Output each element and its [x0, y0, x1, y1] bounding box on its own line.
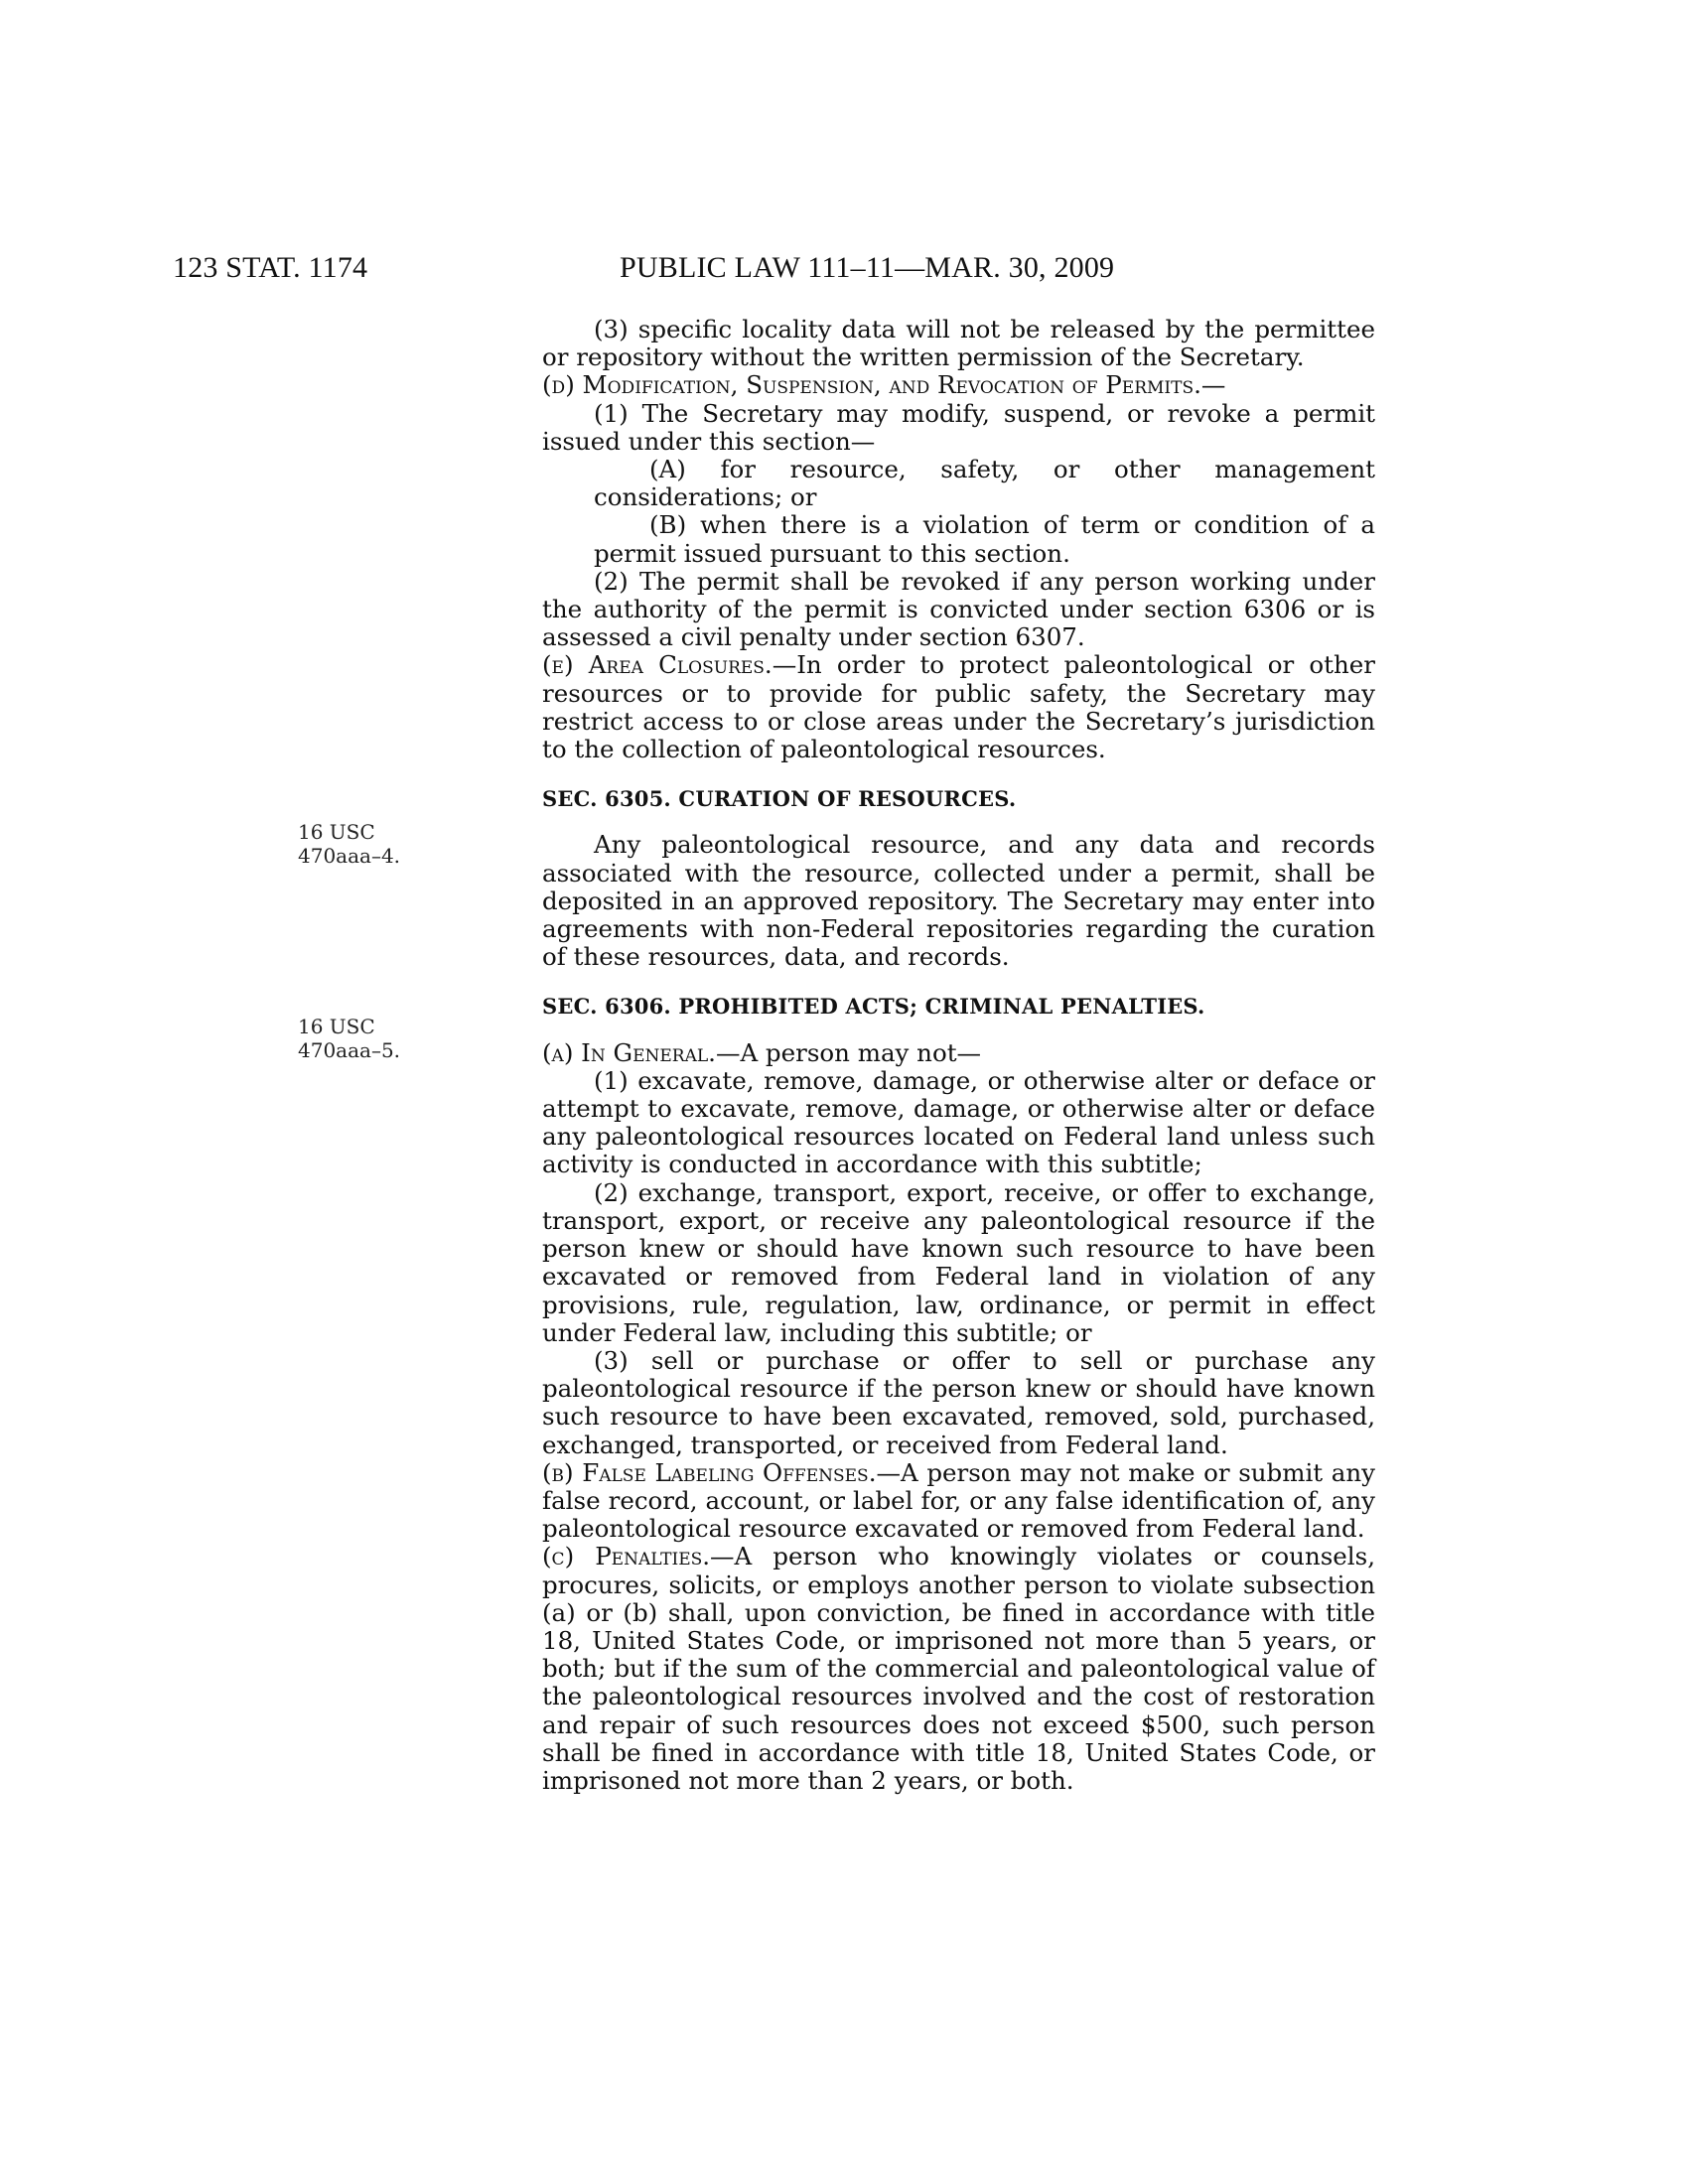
paragraph-d1a: (A) for resource, safety, or other management considerations; or: [594, 455, 1375, 512]
subsection-e-text: —In order to protect paleontological or other resources or to provide for public safety, the Secretary may restrict access to or close areas under the Secretary’s jurisdiction to the collection of paleontological resources.: [542, 650, 1375, 764]
subsection-b-title: (b) False Labeling Offenses.: [542, 1457, 877, 1487]
section-6306-heading: SEC. 6306. PROHIBITED ACTS; CRIMINAL PENALTIES.: [542, 994, 1205, 1020]
margin-note-usc-2: [298, 1015, 447, 1062]
margin-note-usc-1: [298, 820, 447, 868]
subsection-a-title: (a) In General.: [542, 1037, 716, 1067]
paragraph-a1: (1) excavate, remove, damage, or otherwise alter or deface or attempt to excavate, remove, damage, or otherwise alter or deface any paleontological resources located on Federal land unless such activity is conducted in accordance with this subtitle;: [542, 1065, 1375, 1179]
running-header-title: PUBLIC LAW 111–11—MAR. 30, 2009: [620, 251, 1115, 284]
subsection-c-text: —A person who knowingly violates or counsels, procures, solicits, or employs another person to violate subsection (a) or (b) shall, upon conviction, be fined in accordance with title 18, United States Code, or imprisoned not more than 5 years, or both; but if the sum of the commercial and paleontological value of the paleontological resources involved and the cost of restoration and repair of such resources does not exceed $500, such person shall be fined in accordance with title 18, United States Code, or imprisoned not more than 2 years, or both.: [542, 1542, 1375, 1795]
subsection-d-heading: [542, 371, 1375, 399]
subsection-c: [542, 1543, 1375, 1795]
subsection-c-title: (c) Penalties.: [542, 1542, 711, 1571]
margin-note-line: 16 USC: [298, 1015, 375, 1038]
paragraph-d1b: (B) when there is a violation of term or condition of a permit issued pursuant to this section.: [594, 510, 1375, 568]
body-text: [542, 316, 1375, 1795]
paragraph-c3: (3) specific locality data will not be released by the permittee or repository without the written permission of the Secretary.: [542, 315, 1375, 372]
margin-note-line: 470aaa–4.: [298, 844, 401, 868]
paragraph-d2: (2) The permit shall be revoked if any person working under the authority of the permit is convicted under section 6306 or is assessed a civil penalty under section 6307.: [542, 566, 1375, 652]
margin-note-line: 470aaa–5.: [298, 1038, 401, 1062]
subsection-a: [542, 1039, 1375, 1067]
subsection-b-text: —A person may not make or submit any false record, account, or label for, or any false identification of, any paleontological resource excavated or removed from Federal land.: [542, 1457, 1375, 1544]
subsection-d-title: (d) Modification, Suspension, and Revocation of Permits.—: [542, 370, 1226, 400]
subsection-a-text: —A person may not—: [715, 1037, 982, 1067]
section-6305-text: Any paleontological resource, and any data and records associated with the resource, collected under a permit, shall be deposited in an approved repository. The Secretary may enter into agreements with non-Federal repositories regarding the curation of these resources, data, and records.: [542, 830, 1375, 972]
margin-note-line: 16 USC: [298, 820, 375, 844]
statute-citation: 123 STAT. 1174: [173, 251, 368, 284]
subsection-e: [542, 651, 1375, 763]
subsection-b: [542, 1459, 1375, 1544]
section-6305-heading: SEC. 6305. CURATION OF RESOURCES.: [542, 786, 1017, 812]
subsection-e-title: (e) Area Closures.: [542, 650, 773, 680]
paragraph-a3: (3) sell or purchase or offer to sell or purchase any paleontological resource if the person knew or should have known such resource to have been excavated, removed, sold, purchased, exchanged, transported, or received from Federal land.: [542, 1345, 1375, 1459]
paragraph-a2: (2) exchange, transport, export, receive, or offer to exchange, transport, export, or receive any paleontological resource if the person knew or should have known such resource to have been excavated or removed from Federal land in violation of any provisions, rule, regulation, law, ordinance, or permit in effect under Federal law, including this subtitle; or: [542, 1177, 1375, 1347]
paragraph-d1: (1) The Secretary may modify, suspend, or revoke a permit issued under this section—: [542, 398, 1375, 456]
